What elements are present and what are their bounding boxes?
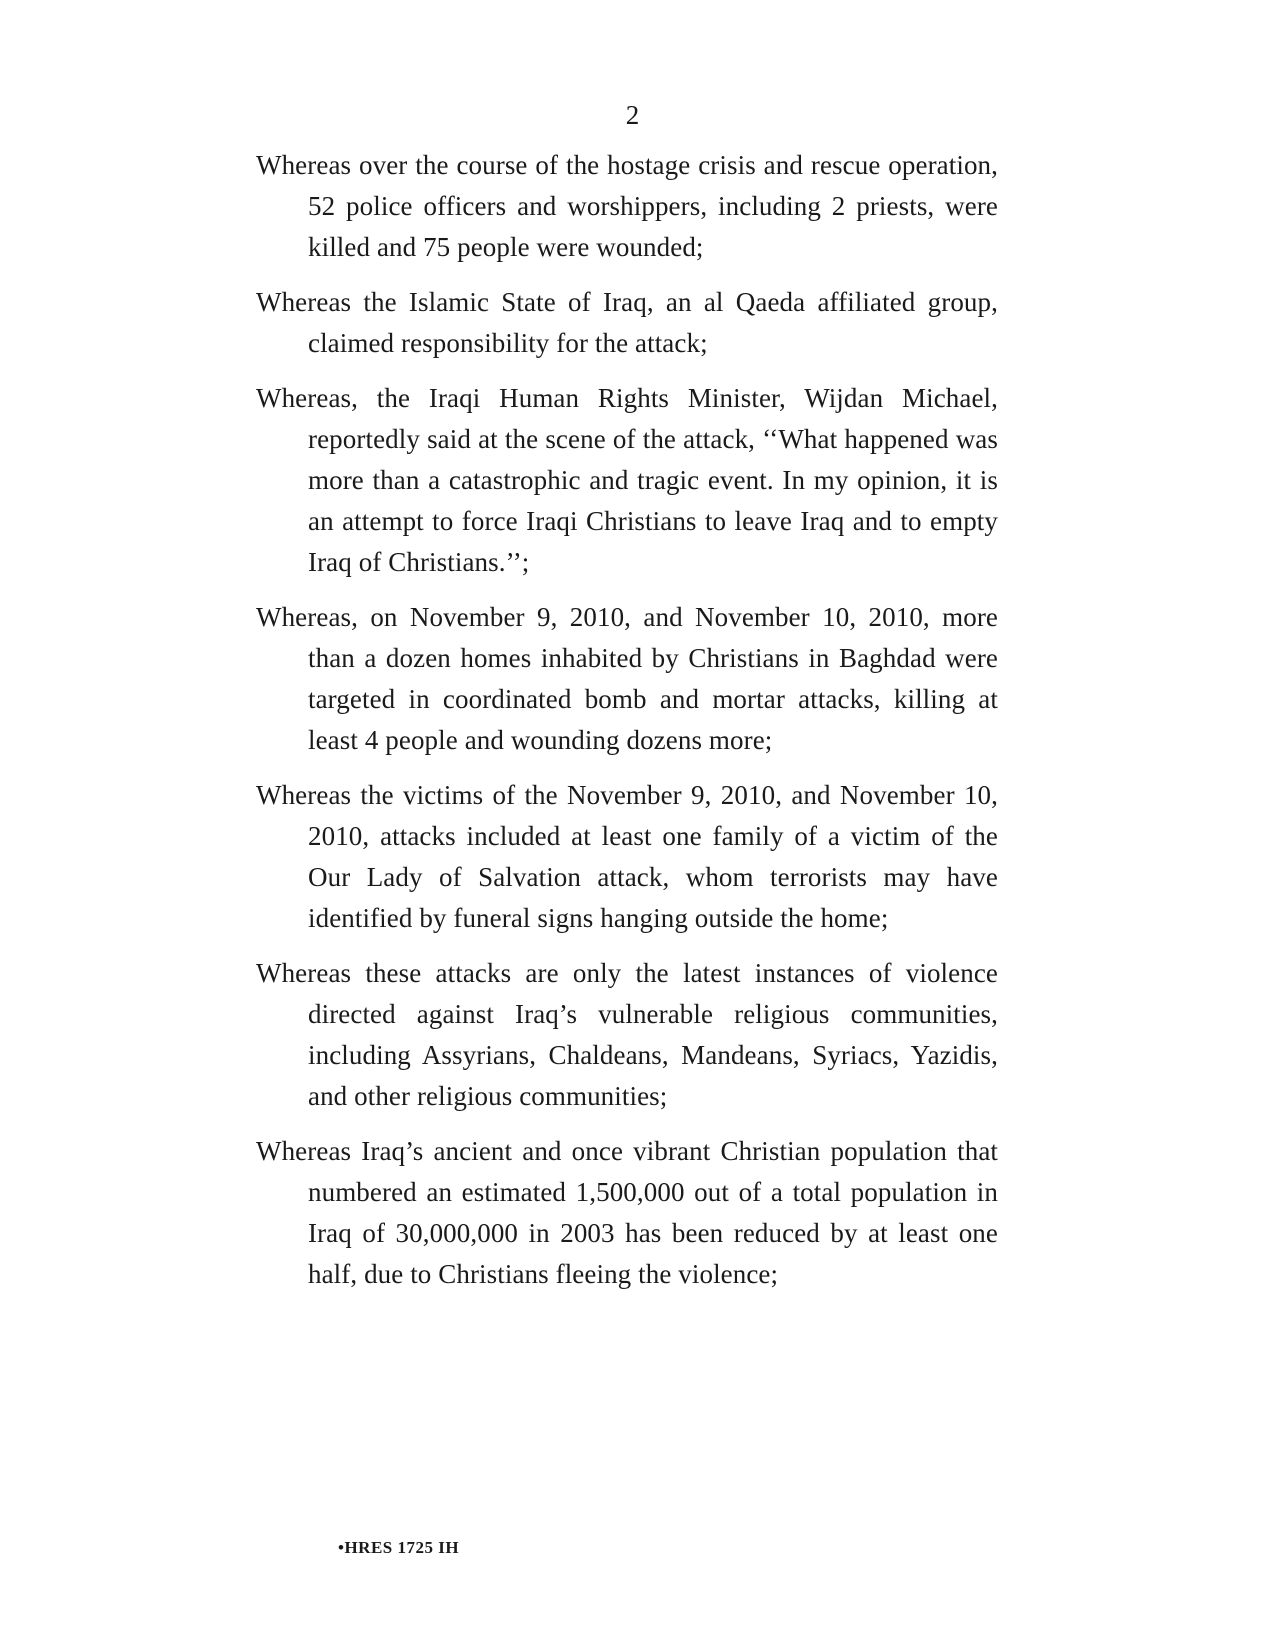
whereas-clause: Whereas Iraq’s ancient and once vibrant Christian population that numbered an estimated 1,500,000 out of a total population in Iraq of 30,000,000 in 2003 has been reduced by at least one half, due to Christians fleeing the violence; xyxy=(256,1136,998,1289)
whereas-clause: Whereas the victims of the November 9, 2010, and November 10, 2010, attacks included at least one family of a victim of the Our Lady of Salvation attack, whom terrorists may have identified by funeral signs hanging outside the home; xyxy=(256,780,998,933)
whereas-clause: Whereas these attacks are only the latest instances of violence directed against Iraq’s vulnerable religious communities, including Assyrians, Chaldeans, Mandeans, Syriacs, Yazidis, and other religious communities; xyxy=(256,958,998,1111)
bill-identifier-footer: •HRES 1725 IH xyxy=(338,1538,460,1557)
whereas-clause: Whereas the Islamic State of Iraq, an al Qaeda affiliated group, claimed responsibility for the attack; xyxy=(256,287,998,358)
whereas-clause: Whereas, the Iraqi Human Rights Minister, Wijdan Michael, reportedly said at the scene of the attack, ‘‘What happened was more than a catastrophic and tragic event. In my opinion, it is an attempt to force Iraqi Christians to leave Iraq and to empty Iraq of Christians.’’; xyxy=(256,383,998,577)
resolution-body xyxy=(256,145,998,1309)
whereas-clause: Whereas over the course of the hostage crisis and rescue operation, 52 police officers and worshippers, including 2 priests, were killed and 75 people were wounded; xyxy=(256,150,998,262)
whereas-clause: Whereas, on November 9, 2010, and November 10, 2010, more than a dozen homes inhabited by Christians in Baghdad were targeted in coordinated bomb and mortar attacks, killing at least 4 people and wounding dozens more; xyxy=(256,602,998,755)
page-number: 2 xyxy=(625,100,640,130)
